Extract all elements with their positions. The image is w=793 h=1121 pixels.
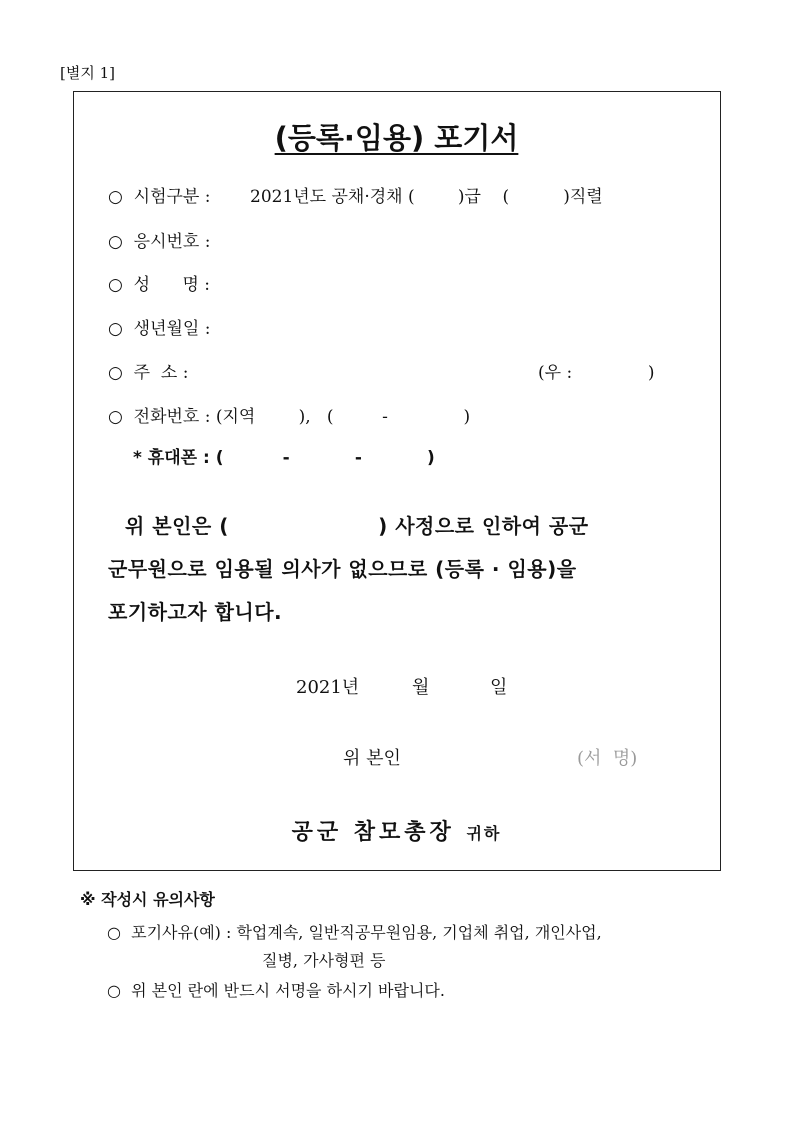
addressee-suffix: 귀하 — [466, 824, 502, 843]
date-month: 월 — [412, 677, 430, 698]
addressee-name: 공군 참모총장 — [291, 820, 455, 845]
statement-line-3: 포기하고자 합니다. — [108, 600, 283, 624]
attachment-label: [별지 1] — [60, 64, 115, 82]
exam-category-label: ○ 시험구분 : — [108, 187, 211, 207]
signature-label: 위 본인 — [343, 748, 401, 769]
birth-date-label: ○ 생년월일 : — [108, 319, 211, 339]
postal-code-field: (우 : ) — [538, 363, 655, 383]
note-item-1: ○ 포기사유(예) : 학업계속, 일반직공무원임용, 기업체 취업, 개인사업, — [107, 923, 602, 942]
form-title: (등록·임용) 포기서 — [274, 121, 519, 155]
addressee — [0, 815, 793, 846]
note-item-1-continued: 질병, 가사형편 등 — [262, 951, 386, 970]
date-day: 일 — [490, 677, 508, 698]
date-year: 2021년 — [296, 677, 360, 698]
statement-line-1: 위 본인은 ( ) 사정으로 인하여 공군 — [125, 514, 589, 538]
note-item-2: ○ 위 본인 란에 반드시 서명을 하시기 바랍니다. — [107, 981, 445, 1000]
signature-hint: (서 명) — [577, 748, 638, 769]
notes-title: ※ 작성시 유의사항 — [80, 890, 215, 909]
statement-line-2: 군무원으로 임용될 의사가 없으므로 (등록 · 임용)을 — [108, 557, 577, 581]
name-label: ○ 성 명 : — [108, 275, 211, 295]
address-label: ○ 주 소 : — [108, 363, 189, 383]
exam-category-value: 2021년도 공채·경채 ( )급 ( )직렬 — [250, 187, 603, 207]
phone-label: ○ 전화번호 : (지역 ), ( - ) — [108, 407, 471, 427]
mobile-label: * 휴대폰 : ( - - ) — [133, 448, 435, 468]
exam-number-label: ○ 응시번호 : — [108, 232, 211, 252]
